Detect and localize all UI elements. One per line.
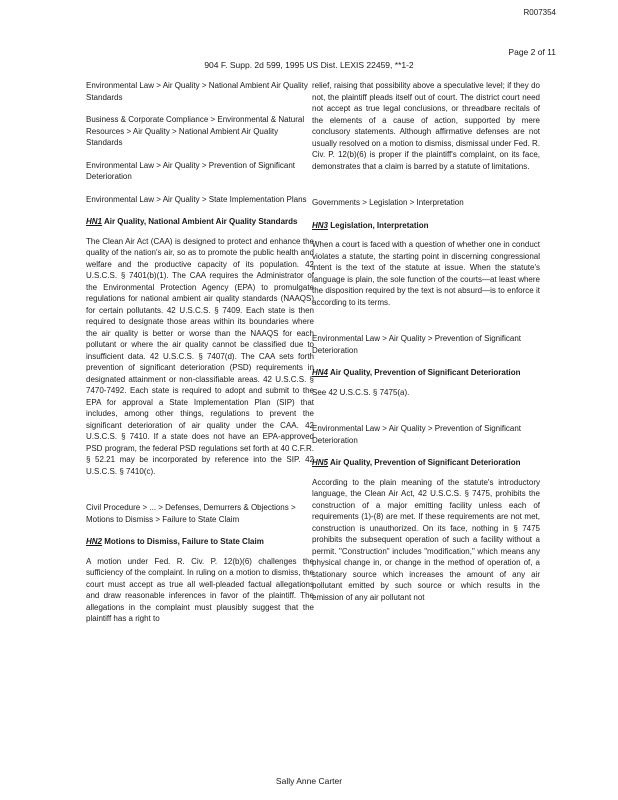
- headnote-text: See 42 U.S.C.S. § 7475(a).: [312, 387, 410, 397]
- headnote-heading: [312, 367, 540, 379]
- topic-path[interactable]: Environmental Law > Air Quality > Prevention of Significant Deterioration: [312, 424, 521, 445]
- topic-path[interactable]: Civil Procedure > ... > Defenses, Demurrers & Objections > Motions to Dismiss > Failure to State Claim: [86, 503, 296, 524]
- left-column: [86, 80, 314, 636]
- headnote-heading: [86, 536, 314, 548]
- headnote-number[interactable]: HN1: [86, 217, 103, 226]
- headnote-number[interactable]: HN3: [312, 220, 329, 230]
- headnote-title: Motions to Dismiss, Failure to State Claim: [104, 537, 264, 546]
- headnote-title: Air Quality, National Ambient Air Quality Standards: [103, 217, 298, 226]
- right-column: [312, 80, 540, 614]
- headnote-text: A motion under Fed. R. Civ. P. 12(b)(6) challenges the sufficiency of the complaint. In ruling on a motion to dismiss, the court must accept as true all well-pleaded factual allegations and draw reasonable inferences in favor of the plaintiff. The allegations in the complaint must plausibly suggest that the plaintiff has a right to: [86, 556, 314, 623]
- topic-path[interactable]: Environmental Law > Air Quality > National Ambient Air Quality Standards: [86, 81, 308, 102]
- page-number: Page 2 of 11: [508, 47, 556, 57]
- headnote-heading: [312, 457, 540, 469]
- case-citation: 904 F. Supp. 2d 599, 1995 US Dist. LEXIS 22459, **1-2: [204, 60, 414, 70]
- headnote-text: The Clean Air Act (CAA) is designed to protect and enhance the quality of the nation's air, so as to promote the public health and welfare and the productive capacity of its population. 42 U.S.C.S. § 7401(b)(1). The CAA requires the Administrator of the Environmental Protection Agency (EPA) to promulgate regulations for national ambient air quality standards (NAAQS) for certain pollutants. 42 U.S.C.S. § 7409. Each state is then required to designate those areas within its boundaries where the air quality is better or worse than the NAAQS for each pollutant or where the air quality cannot be classified due to insufficient data. 42 U.S.C.S. § 7407(d). The CAA sets forth prevention of significant deterioration (PSD) requirements in designated attainment or non-classifiable areas. 42 U.S.C.S. § 7470-7492. Each state is required to adopt and submit to the EPA for approval a State Implementation Plan (SIP) that includes, among other things, regulations to prevent the significant deterioration of air quality under the CAA. 42 U.S.C.S. § 7410. If a state does not have an EPA-approved PSD program, the federal PSD regulations set forth at 40 C.F.R. § 52.21 may be incorporated by reference into the SIP. 42 U.S.C.S. § 7410(c).: [86, 236, 314, 476]
- topic-path[interactable]: Environmental Law > Air Quality > Prevention of Significant Deterioration: [312, 334, 521, 355]
- headnote-text: When a court is faced with a question of whether one in conduct violates a statute, the starting point in discerning congressional intent is the text of the statute at issue. When the statute's language is plain, the sole function of the courts—at least where the disposition required by the text is not absurd—is to enforce it according to its terms.: [312, 240, 540, 307]
- headnote-text: According to the plain meaning of the statute's introductory language, the Clean Air Act, 42 U.S.C.S. § 7475, prohibits the construction of a major emitting facility unless each of requirements (1)-(8) are met. If these requirements are not met, construction is unauthorized. On its face, nothing in § 7475 prohibits the subsequent operation of such a facility without a permit. "Construction" includes "modification," which means any physical change in, or change in the method of operation of, a stationary source which increases the amount of any air pollutant emitted by such source or which results in the emission of any air pollutant not: [312, 477, 540, 602]
- headnote-heading: [86, 216, 314, 228]
- headnote-title: Legislation, Interpretation: [330, 220, 429, 230]
- headnote-number[interactable]: HN2: [86, 537, 103, 546]
- topic-path[interactable]: Environmental Law > Air Quality > State Implementation Plans: [86, 194, 307, 204]
- headnote-text-continued: relief, raising that possibility above a speculative level; if they do not, the plaintiff pleads itself out of court. The district court need not accept as true legal conclusions, or threadbare recitals of the elements of a cause of action, supported by mere conclusory statements. Although affirmative defenses are not usually resolved on a motion to dismiss, dismissal under Fed. R. Civ. P. 12(b)(6) is proper if the plaintiff's complaint, on its face, demonstrates that a claim is barred by a statute of limitations.: [312, 81, 540, 171]
- footer-name: Sally Anne Carter: [275, 776, 343, 786]
- headnote-number[interactable]: HN4: [312, 368, 329, 377]
- bates-number: R007354: [523, 8, 556, 17]
- headnote-number[interactable]: HN5: [312, 458, 329, 467]
- headnote-heading: [312, 220, 540, 232]
- headnote-title: Air Quality, Prevention of Significant Deterioration: [329, 368, 521, 377]
- topic-path[interactable]: Environmental Law > Air Quality > Prevention of Significant Deterioration: [86, 160, 295, 181]
- topic-path[interactable]: Business & Corporate Compliance > Environmental & Natural Resources > Air Quality > National Ambient Air Quality Standards: [86, 115, 305, 147]
- headnote-title: Air Quality, Prevention of Significant Deterioration: [329, 458, 521, 467]
- topic-path[interactable]: Governments > Legislation > Interpretation: [312, 198, 464, 207]
